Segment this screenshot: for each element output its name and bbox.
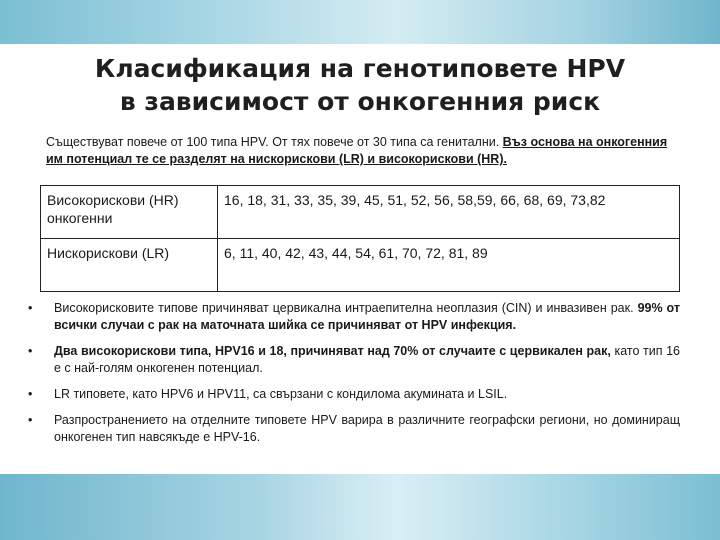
intro-emphasis: Въз основа на онкогенния им потенциал те се разделят на нискорискови (LR) и високорискови (HR). <box>46 135 668 166</box>
intro-paragraph <box>46 134 686 168</box>
top-decorative-band <box>0 0 720 44</box>
bullet-item <box>28 386 680 403</box>
bullet-1-text: Високорисковите типове причиняват цервикална интраепителна неоплазия (CIN) и инвазивен рак. <box>54 301 638 315</box>
bullet-2-text: като тип 16 е с най-голям онкогенен потенциал. <box>54 344 680 375</box>
bullet-dot: • <box>28 387 33 401</box>
row-types-hr: 16, 18, 31, 33, 35, 39, 45, 51, 52, 56, 58,59, 66, 68, 69, 73,82 <box>218 186 680 239</box>
row-label-lr: Нискорискови (LR) <box>41 239 218 292</box>
table-row-lr <box>41 239 680 292</box>
table-row-hr <box>41 186 680 239</box>
bullet-dot: • <box>28 301 33 315</box>
bullet-1-bold: 99% от всички случаи с рак на маточната шийка се причиняват от HPV инфекция. <box>54 301 681 332</box>
bullet-dot: • <box>28 344 33 358</box>
bullet-3-text: LR типовете, като HPV6 и HPV11, са свързани с кондилома акумината и LSIL. <box>54 387 508 401</box>
slide-title <box>0 52 720 118</box>
intro-text: Съществуват повече от 100 типа HPV. От тях повече от 30 типа са генитални. <box>46 135 503 149</box>
bullet-2-bold: Два високорискови типа, HPV16 и 18, причиняват над 70% от случаите с цервикален рак, <box>54 344 611 358</box>
bullet-list <box>28 300 680 455</box>
bullet-4-text: Разпространението на отделните типовете HPV варира в различните географски региони, но доминиращ онкогенен тип навсякъде е HPV-16. <box>54 413 680 444</box>
genotype-table <box>40 185 680 292</box>
bullet-item <box>28 412 680 446</box>
bullet-dot: • <box>28 413 33 427</box>
row-types-lr: 6, 11, 40, 42, 43, 44, 54, 61, 70, 72, 81, 89 <box>218 239 680 292</box>
bullet-item <box>28 300 680 334</box>
title-line-1: Класификация на генотиповете HPV <box>94 54 626 83</box>
row-label-hr: Високорискови (HR) онкогенни <box>41 186 218 239</box>
title-line-2: в зависимост от онкогенния риск <box>119 87 601 116</box>
bullet-item <box>28 343 680 377</box>
bottom-decorative-band <box>0 474 720 540</box>
